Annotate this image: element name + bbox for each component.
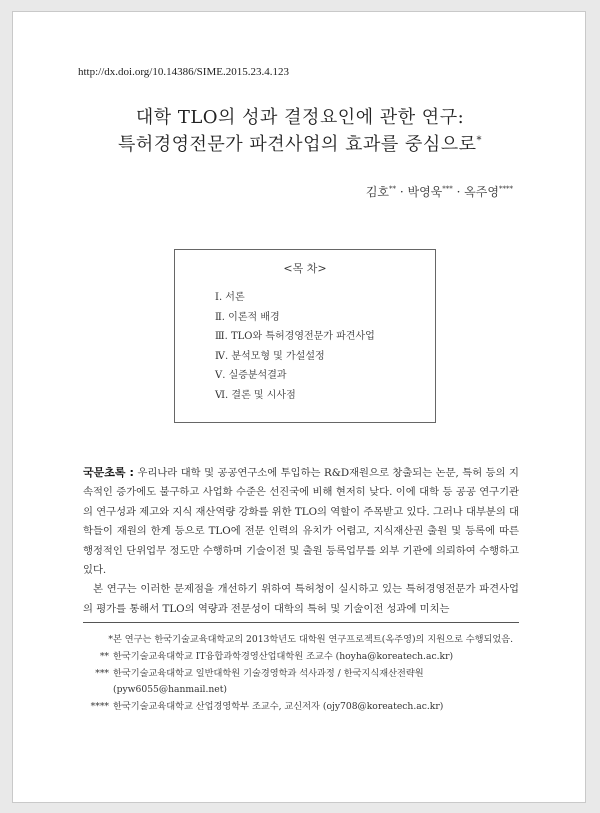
author-mark: **	[389, 185, 397, 193]
footnote-text: 한국기술교육대학교 일반대학원 기술경영학과 석사과정 / 한국지식재산전략원 (pyw6055@hanmail.net)	[113, 667, 424, 696]
footnote-author-3	[83, 699, 523, 716]
toc-item: Ⅲ. TLO와 특허경영전문가 파견사업	[215, 331, 375, 342]
footnote-text: 한국기술교육대학교 산업경영학부 조교수, 교신저자 (ojy708@koreatech.ac.kr)	[113, 701, 444, 713]
abstract-paragraph-1	[83, 463, 519, 580]
footnote-text: 한국기술교육대학교 IT융합과학경영산업대학원 조교수 (hoyha@koreatech.ac.kr)	[113, 650, 454, 662]
abstract-label: 국문초록 :	[83, 466, 134, 479]
toc-item: Ⅱ. 이론적 배경	[215, 311, 280, 323]
footnote-mark: ****	[90, 701, 109, 713]
toc-heading: <목 차>	[283, 262, 327, 275]
abstract-paragraph-2: 본 연구는 이러한 문제점을 개선하기 위하여 특허청이 실시하고 있는 특허경영전문가 파견사업의 평가를 통해서 TLO의 역량과 전문성이 대학의 특허 및 기술이전 성과에 미치는	[83, 583, 519, 615]
table-of-contents-box	[174, 249, 436, 423]
toc-item: Ⅴ. 실증분석결과	[215, 370, 287, 381]
title-line-1: 대학 TLO의 성과 결정요인에 관한 연구:	[135, 107, 465, 128]
author-name: 김호	[365, 185, 390, 199]
author-name: 박영욱	[407, 185, 443, 199]
author-list	[366, 183, 513, 200]
toc-item: Ⅳ. 분석모형 및 가설설정	[215, 350, 325, 362]
footnote-funding	[83, 632, 523, 649]
toc-list	[215, 288, 375, 405]
author-name: 옥주영	[464, 185, 499, 199]
author-separator: ·	[396, 185, 408, 199]
footnote-mark: *	[108, 634, 113, 645]
title-line-2	[60, 130, 540, 156]
toc-item: Ⅵ. 결론 및 시사점	[215, 389, 296, 401]
footnote-mark: ***	[95, 667, 109, 679]
author-mark: ****	[499, 185, 513, 193]
footnotes	[83, 632, 523, 716]
author-mark: ***	[442, 185, 453, 193]
title-footnote-mark: *	[476, 135, 483, 146]
footnote-mark: **	[99, 650, 109, 662]
doi-link[interactable]: http://dx.doi.org/10.14386/SIME.2015.23.4.123	[78, 66, 289, 78]
toc-item: Ⅰ. 서론	[215, 292, 245, 303]
footnote-author-2	[83, 666, 523, 700]
footnote-author-1	[83, 649, 523, 666]
korean-abstract	[83, 463, 519, 619]
abstract-text-1: 우리나라 대학 및 공공연구소에 투입하는 R&D재원으로 창출되는 논문, 특허 등의 지속적인 증가에도 불구하고 사업화 수준은 선진국에 비해 현저히 낮다. 이에 대학 등 공공 연구기관의 연구성과 제고와 지식 재산역량 강화를 위한 TLO의 역할이 주목받고 있다. 그러나 대부분의 대학들이 재원의 한계 등으로 TLO에 전문 인력의 유치가 어렵고, 지식재산권 출원 및 등록에 따른 행정적인 단위업무 정도만 수행하며 기술이전 및 출원 등록업무를 외부 기관에 의뢰하여 수행하고 있다.	[83, 467, 519, 577]
author-separator: ·	[452, 185, 465, 199]
footnote-text: 본 연구는 한국기술교육대학교의 2013학년도 대학원 연구프로젝트(옥주영)의 지원으로 수행되었음.	[113, 634, 514, 645]
title-line-2-text: 특허경영전문가 파견사업의 효과를 중심으로	[117, 134, 477, 155]
footnote-divider	[83, 622, 519, 623]
